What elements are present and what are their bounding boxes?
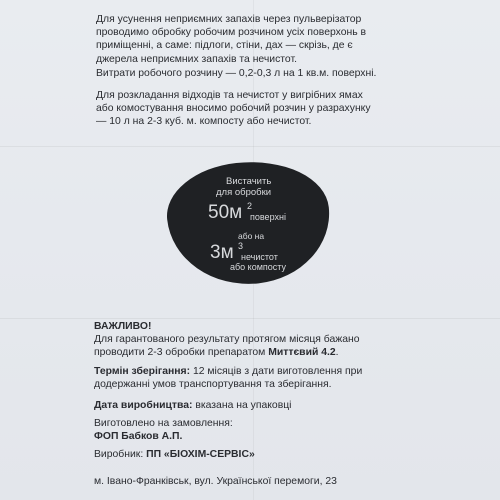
badge-volume-unit: нечистот (241, 252, 278, 262)
decomposition-paragraph (96, 89, 400, 129)
manufactured-for-label: Виготовлено на замовлення: (94, 418, 233, 429)
storage-line2: додержанні умов транспортування та зберігання. (94, 379, 332, 390)
production-date-text: вказана на упаковці (192, 400, 292, 411)
badge-line1: Вистачить (226, 176, 272, 187)
storage-text: 12 місяців з дати виготовлення при (190, 366, 363, 377)
consumption-line: Витрати робочого розчину — 0,2-0,3 л на 1 кв.м. поверхні. (96, 68, 377, 79)
producer (94, 448, 255, 461)
important-line2-prefix: проводити 2-3 обробки препаратом (94, 347, 269, 358)
fold-line (0, 318, 500, 319)
storage-label: Термін зберігання: (94, 366, 191, 377)
product-name: Миттєвий 4.2 (268, 347, 336, 358)
intro-line: приміщенні, а саме: підлоги, стіни, дах — скрізь, де є (96, 40, 353, 52)
decomposition-line: Для розкладання відходів та нечистот у вигрібних ямах (96, 90, 363, 101)
decomposition-line: або комостування вносимо робочий розчин у разрахунку (96, 103, 371, 115)
intro-line: джерела неприємних запахів та нечистот. (96, 53, 297, 65)
manufactured-for-name: ФОП Бабков А.П. (94, 431, 183, 442)
production-date-label: Дата виробництва: (94, 400, 193, 411)
important-title: ВАЖЛИВО! (94, 321, 152, 332)
important-line2-suffix: . (335, 347, 339, 358)
badge-volume-unit2: або компосту (230, 262, 286, 272)
coverage-badge-text (168, 162, 330, 284)
important-line1: Для гарантованого результату протягом місяця бажано (94, 334, 360, 345)
address: м. Івано-Франківськ, вул. Української перемоги, 23 (94, 476, 337, 487)
decomposition-line: — 10 л на 2-3 куб. м. компосту або нечистот. (96, 116, 312, 128)
intro-line: проводимо обробку робочим розчином усіх поверхонь в (96, 27, 367, 39)
intro-line: Для усунення неприємних запахів через пульверізатор (96, 14, 362, 25)
badge-volume-sup: 3 (238, 241, 244, 251)
storage-line1 (94, 365, 362, 378)
badge-line2: для обробки (216, 187, 272, 198)
production-date (94, 399, 291, 412)
badge-area-sup: 2 (247, 201, 253, 211)
producer-name: ПП «БІОХІМ-СЕРВІС» (146, 449, 255, 460)
badge-area-unit: поверхні (250, 212, 286, 222)
fold-line (0, 146, 500, 147)
badge-volume-value: 3м (210, 242, 234, 263)
intro-paragraph (96, 13, 400, 66)
badge-area-value: 50м (208, 202, 243, 223)
consumption-paragraph (96, 67, 400, 80)
badge-or: або на (238, 231, 265, 241)
important-line2 (94, 346, 339, 359)
producer-label: Виробник: (94, 449, 147, 460)
